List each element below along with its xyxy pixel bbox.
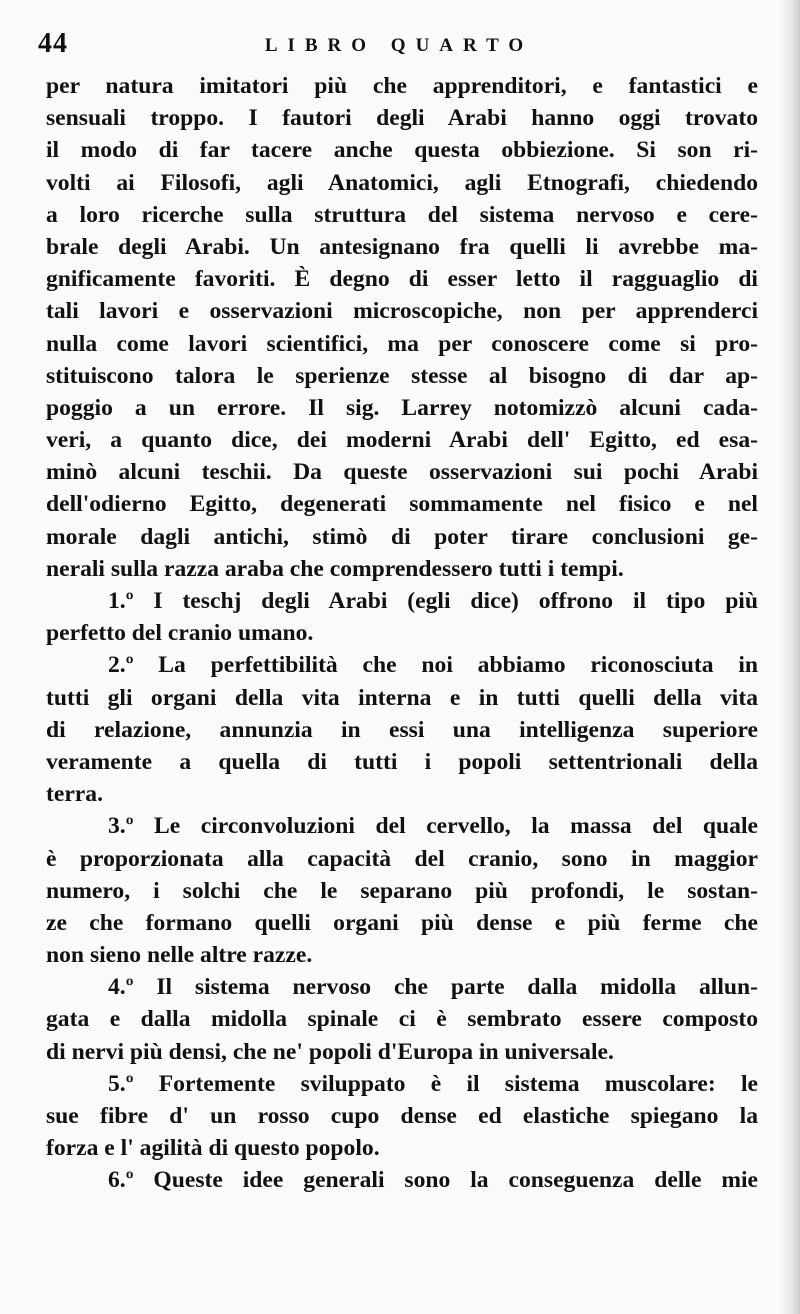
text-line: il modo di far tacere anche questa obbiezione. Si son ri- [46, 137, 758, 164]
text-line: stituiscono talora le sperienze stesse al bisogno di dar ap- [46, 362, 758, 389]
text-line: forza e l' agilità di questo popolo. [46, 1135, 380, 1162]
text-line: veri, a quanto dice, dei moderni Arabi dell' Egitto, ed esa- [46, 427, 758, 454]
text-line: minò alcuni teschii. Da queste osservazioni sui pochi Arabi [46, 459, 758, 486]
text-line: dell'odierno Egitto, degenerati sommamente nel fisico e nel [46, 491, 758, 518]
text-line: tutti gli organi della vita interna e in tutti quelli della vita [46, 684, 758, 711]
text-line: a loro ricerche sulla struttura del sistema nervoso e cere- [46, 201, 758, 228]
page-header [38, 28, 760, 68]
text-line: di nervi più densi, che ne' popoli d'Europa in universale. [46, 1038, 614, 1065]
text-line: volti ai Filosofi, agli Anatomici, agli Etnografi, chiedendo [46, 169, 758, 196]
text-line: morale dagli antichi, stimò di poter tirare conclusioni ge- [46, 523, 758, 550]
page-number: 44 [38, 28, 68, 59]
text-line: gnificamente favoriti. È degno di esser letto il ragguaglio di [46, 266, 758, 293]
list-item-line: 3.º Le circonvoluzioni del cervello, la massa del quale [108, 813, 758, 840]
text-line: di relazione, annunzia in essi una intelligenza superiore [46, 716, 758, 743]
text-line: sensuali troppo. I fautori degli Arabi hanno oggi trovato [46, 105, 758, 132]
body-text [46, 70, 758, 1197]
list-item-line: 1.º I teschj degli Arabi (egli dice) offrono il tipo più [108, 588, 758, 614]
page-edge-shadow [778, 0, 800, 1314]
running-title: LIBRO QUARTO [264, 35, 534, 56]
text-line: sue fibre d' un rosso cupo dense ed elastiche spiegano la [46, 1103, 758, 1129]
list-item-line: 5.º Fortemente sviluppato è il sistema muscolare: le [108, 1070, 758, 1097]
text-line: numero, i solchi che le separano più profondi, le sostan- [46, 877, 758, 904]
text-line: terra. [46, 781, 103, 808]
text-line: veramente a quella di tutti i popoli settentrionali della [46, 748, 758, 775]
list-item-line: 4.º Il sistema nervoso che parte dalla midolla allun- [108, 974, 758, 1001]
text-line: gata e dalla midolla spinale ci è sembrato essere composto [46, 1006, 758, 1033]
text-line: nerali sulla razza araba che comprendessero tutti i tempi. [46, 555, 624, 582]
text-line: brale degli Arabi. Un antesignano fra quelli li avrebbe ma- [46, 233, 758, 260]
text-line: è proporzionata alla capacità del cranio, sono in maggior [46, 845, 758, 872]
text-line: per natura imitatori più che apprenditori, e fantastici e [46, 73, 758, 99]
list-item-line: 2.º La perfettibilità che noi abbiamo riconosciuta in [108, 652, 758, 679]
list-item-line: 6.º Queste idee generali sono la conseguenza delle mie [108, 1167, 758, 1194]
text-line: perfetto del cranio umano. [46, 620, 314, 647]
text-line: tali lavori e osservazioni microscopiche, non per apprenderci [46, 298, 758, 325]
text-line: ze che formano quelli organi più dense e più ferme che [46, 909, 758, 936]
text-line: non sieno nelle altre razze. [46, 942, 313, 969]
text-line: nulla come lavori scientifici, ma per conoscere come si pro- [46, 330, 758, 357]
text-line: poggio a un errore. Il sig. Larrey notomizzò alcuni cada- [46, 394, 758, 421]
